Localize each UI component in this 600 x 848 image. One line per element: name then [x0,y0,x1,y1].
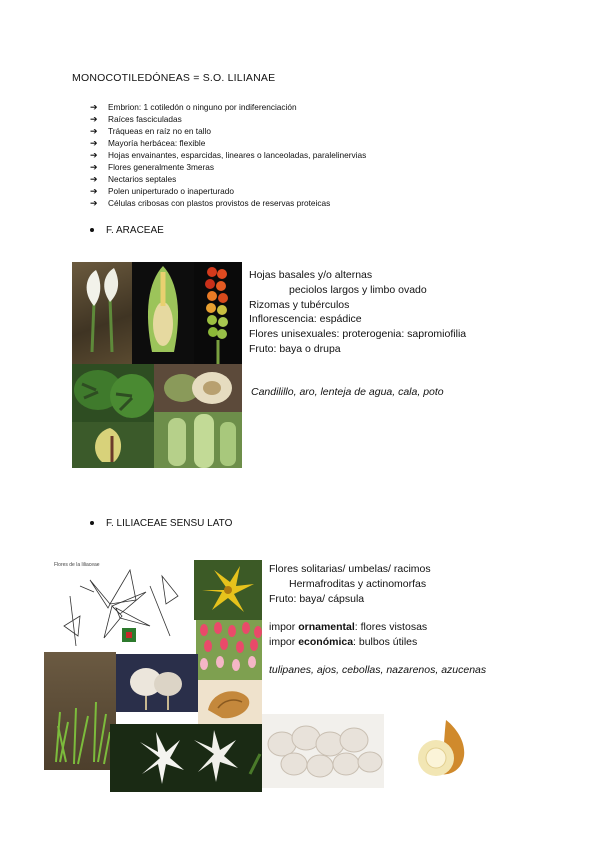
arrow-right-icon: ➔ [90,138,98,148]
dry-bulb-photo [198,680,262,724]
page-heading: MONOCOTILEDÓNEAS = S.O. LILIANAE [72,72,276,84]
arum-spathe-photo [72,422,154,468]
list-item: ➔ Células cribosas con plastos provistos de reservas proteicas [90,198,331,208]
list-item: ➔ Mayoría herbácea: flexible [90,138,206,148]
economic-importance: impor económica: bulbos útiles [269,636,418,649]
arrow-right-icon: ➔ [90,126,98,136]
list-item: ➔ Polen uniperturado o inaperturado [90,186,234,196]
arrow-right-icon: ➔ [90,150,98,160]
liliaceae-examples: tulipanes, ajos, cebollas, nazarenos, azucenas [269,664,487,676]
monstera-leaves-photo [72,364,154,422]
bullet-dot-icon [90,228,94,232]
garlic-photo [262,714,384,788]
arrow-right-icon: ➔ [90,174,98,184]
seedlings-photo [44,652,116,770]
yellow-lily-photo [194,560,262,620]
traits-list [90,101,366,209]
lily-illustration [50,556,190,652]
arrow-right-icon: ➔ [90,186,98,196]
list-item: ➔ Flores generalmente 3meras [90,162,215,172]
araceae-heading: F. ARACEAE [90,225,164,236]
bullet-dot-icon [90,521,94,525]
list-item: ➔ Embrion: 1 cotiledón o ninguno por indiferenciación [90,102,297,112]
araceae-description: Hojas basales y/o alternas peciolos largos y limbo ovado Rizomas y tubérculos Inflorescencia: espádice Flores unisexuales: proterogenia: sapromiofilia Fruto: baya o drupa [249,269,467,355]
araceae-photo-collage [72,262,242,468]
list-item: ➔ Hojas envainantes, esparcidas, lineares o lanceoladas, paralelinervias [90,150,367,160]
tulip-field-photo [196,620,262,680]
white-bulbs-photo [116,654,198,712]
list-item: ➔ Tráqueas en raíz no en tallo [90,126,212,136]
aro-berries-photo [194,262,242,364]
arrow-right-icon: ➔ [90,102,98,112]
onion-photo [410,716,472,780]
liliaceae-description: Flores solitarias/ umbelas/ racimos Hermafroditas y actinomorfas Fruto: baya/ cápsula impor ornamental: flores vistosas impor económica: bulbos útiles [269,563,431,649]
liliaceae-heading: F. LILIACEAE SENSU LATO [90,518,232,529]
green-spadix-photo [154,412,242,468]
white-lilies-photo [110,724,262,792]
arrow-right-icon: ➔ [90,114,98,124]
list-item: ➔ Raíces fasciculadas [90,114,182,124]
list-item: ➔ Nectarios septales [90,174,177,184]
illustration-caption: Flores de la liliaceae [54,562,100,568]
arrow-right-icon: ➔ [90,162,98,172]
calla-flowers-photo [72,262,132,364]
spadix-section-photo [132,262,194,364]
ornamental-importance: impor ornamental: flores vistosas [269,621,428,634]
fruit-section-photo [154,364,242,412]
araceae-examples: Candilillo, aro, lenteja de agua, cala, poto [251,386,444,398]
arrow-right-icon: ➔ [90,198,98,208]
